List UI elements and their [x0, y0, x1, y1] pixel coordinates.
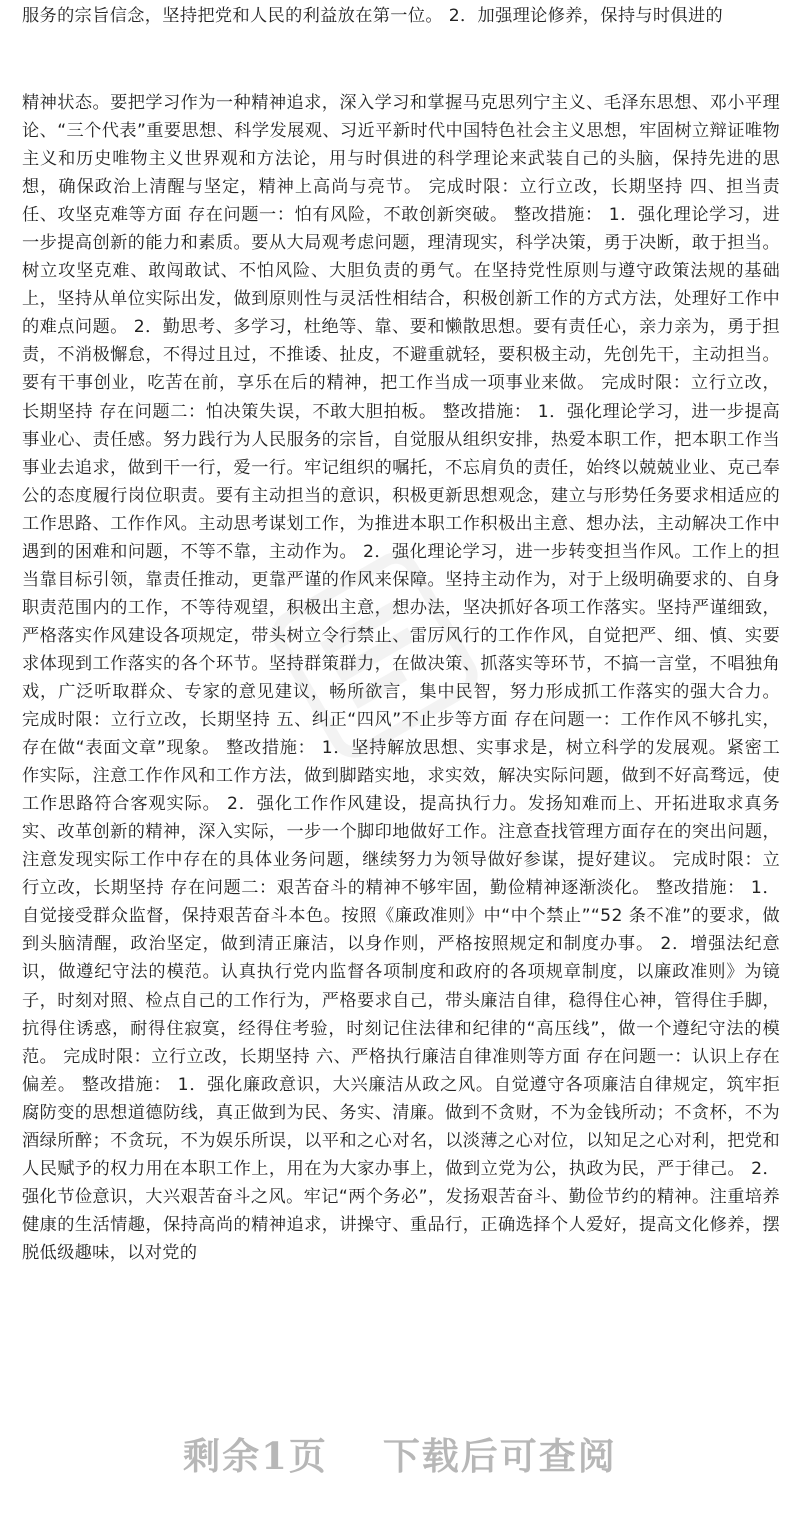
remaining-pages-label: 剩余1页 — [183, 1434, 328, 1478]
download-prompt-text[interactable] — [0, 1426, 800, 1480]
clipped-text-line — [22, 0, 782, 2]
previous-page-text-fragment — [22, 0, 782, 30]
document-body-text: 精神状态。要把学习作为一种精神追求，深入学习和掌握马克思列宁主义、毛泽东思想、邓小平理论、“三个代表”重要思想、科学发展观、习近平新时代中国特色社会主义思想，牢固树立辩证唯物主义和历史唯物主义世界观和方法论，用与时俱进的科学理论来武装自己的头脑，保持先进的思想，确保政治上清醒与坚定，精神上高尚与亮节。 完成时限：立行立改，长期坚持 四、担当责任、攻坚克难等方面 存在问题一：怕有风险，不敢创新突破。 整改措施： 1．强化理论学习，进一步提高创新的能力和素质。要从大局观考虑问题，理清现实，科学决策，勇于决断，敢于担当。树立攻坚克难、敢闯敢试、不怕风险、大胆负责的勇气。在坚持党性原则与遵守政策法规的基础上，坚持从单位实际出发，做到原则性与灵活性相结合，积极创新工作的方式方法，处理好工作中的难点问题。 2．勤思考、多学习，杜绝等、靠、要和懒散思想。要有责任心，亲力亲为，勇于担责，不消极懈怠，不得过且过，不推诿、扯皮，不避重就轻，要积极主动，先创先干，主动担当。要有干事创业，吃苦在前，享乐在后的精神，把工作当成一项事业来做。 完成时限：立行立改，长期坚持 存在问题二：怕决策失误，不敢大胆拍板。 整改措施： 1．强化理论学习，进一步提高事业心、责任感。努力践行为人民服务的宗旨，自觉服从组织安排，热爱本职工作，把本职工作当事业去追求，做到干一行，爱一行。牢记组织的嘱托，不忘肩负的责任，始终以兢兢业业、克己奉公的态度履行岗位职责。要有主动担当的意识，积极更新思想观念，建立与形势任务要求相适应的工作思路、工作作风。主动思考谋划工作，为推进本职工作积极出主意、想办法，主动解决工作中遇到的困难和问题，不等不靠，主动作为。 2．强化理论学习，进一步转变担当作风。工作上的担当靠目标引领，靠责任推动，更靠严谨的作风来保障。坚持主动作为，对于上级明确要求的、自身职责范围内的工作，不等待观望，积极出主意，想办法，坚决抓好各项工作落实。坚持严谨细致，严格落实作风建设各项规定，带头树立令行禁止、雷厉风行的工作作风，自觉把严、细、慎、实要求体现到工作落实的各个环节。坚持群策群力，在做决策、抓落实等环节，不搞一言堂，不唱独角戏，广泛听取群众、专家的意见建议，畅所欲言，集中民智，努力形成抓工作落实的强大合力。 完成时限：立行立改，长期坚持 五、纠正“四风”不止步等方面 存在问题一：工作作风不够扎实，存在做“表面文章”现象。 整改措施： 1．坚持解放思想、实事求是，树立科学的发展观。紧密工作实际，注意工作作风和工作方法，做到脚踏实地，求实效，解决实际问题，做到不好高骛远，使工作思路符合客观实际。 2．强化工作作风建设，提高执行力。发扬知难而上、开拓进取求真务实、改革创新的精神，深入实际，一步一个脚印地做好工作。注意查找管理方面存在的突出问题，注意发现实际工作中存在的具体业务问题，继续努力为领导做好参谋，提好建议。 完成时限：立行立改，长期坚持 存在问题二：艰苦奋斗的精神不够牢固，勤俭精神逐渐淡化。 整改措施： 1．自觉接受群众监督，保持艰苦奋斗本色。按照《廉政准则》中“中个禁止”“52 条不准”的要求，做到头脑清醒，政治坚定，做到清正廉洁，以身作则，严格按照规定和制度办事。 2．增强法纪意识，做遵纪守法的模范。认真执行党内监督各项制度和政府的各项规章制度，以廉政准则》为镜子，时刻对照、检点自己的工作行为，严格要求自己，带头廉洁自律，稳得住心神，管得住手脚，抗得住诱惑，耐得住寂寞，经得住考验，时刻记住法律和纪律的“高压线”，做一个遵纪守法的模范。 完成时限：立行立改，长期坚持 六、严格执行廉洁自律准则等方面 存在问题一：认识上存在偏差。 整改措施： 1．强化廉政意识，大兴廉洁从政之风。自觉遵守各项廉洁自律规定，筑牢拒腐防变的思想道德防线，真正做到为民、务实、清廉。做到不贪财，不为金钱所动；不贪杯，不为酒绿所醉；不贪玩，不为娱乐所误，以平和之心对名，以淡薄之心对位，以知足之心对利，把党和人民赋予的权力用在本职工作上，用在为大家办事上，做到立党为公，执政为民，严于律己。 2．强化节俭意识，大兴艰苦奋斗之风。牢记“两个务必”，发扬艰苦奋斗、勤俭节约的精神。注重培养健康的生活情趣，保持高尚的精神追求，讲操守、重品行，正确选择个人爱好，提高文化修养，摆脱低级趣味，以对党的 — [22, 93, 780, 1263]
clipped-line-text — [22, 0, 782, 2]
download-prompt-banner[interactable] — [0, 1410, 800, 1526]
text-line: 服务的宗旨信念，坚持把党和人民的利益放在第一位。 2．加强理论修养，保持与时俱进的 — [22, 6, 724, 26]
download-to-view-link[interactable]: 下载后可查阅 — [382, 1434, 617, 1478]
